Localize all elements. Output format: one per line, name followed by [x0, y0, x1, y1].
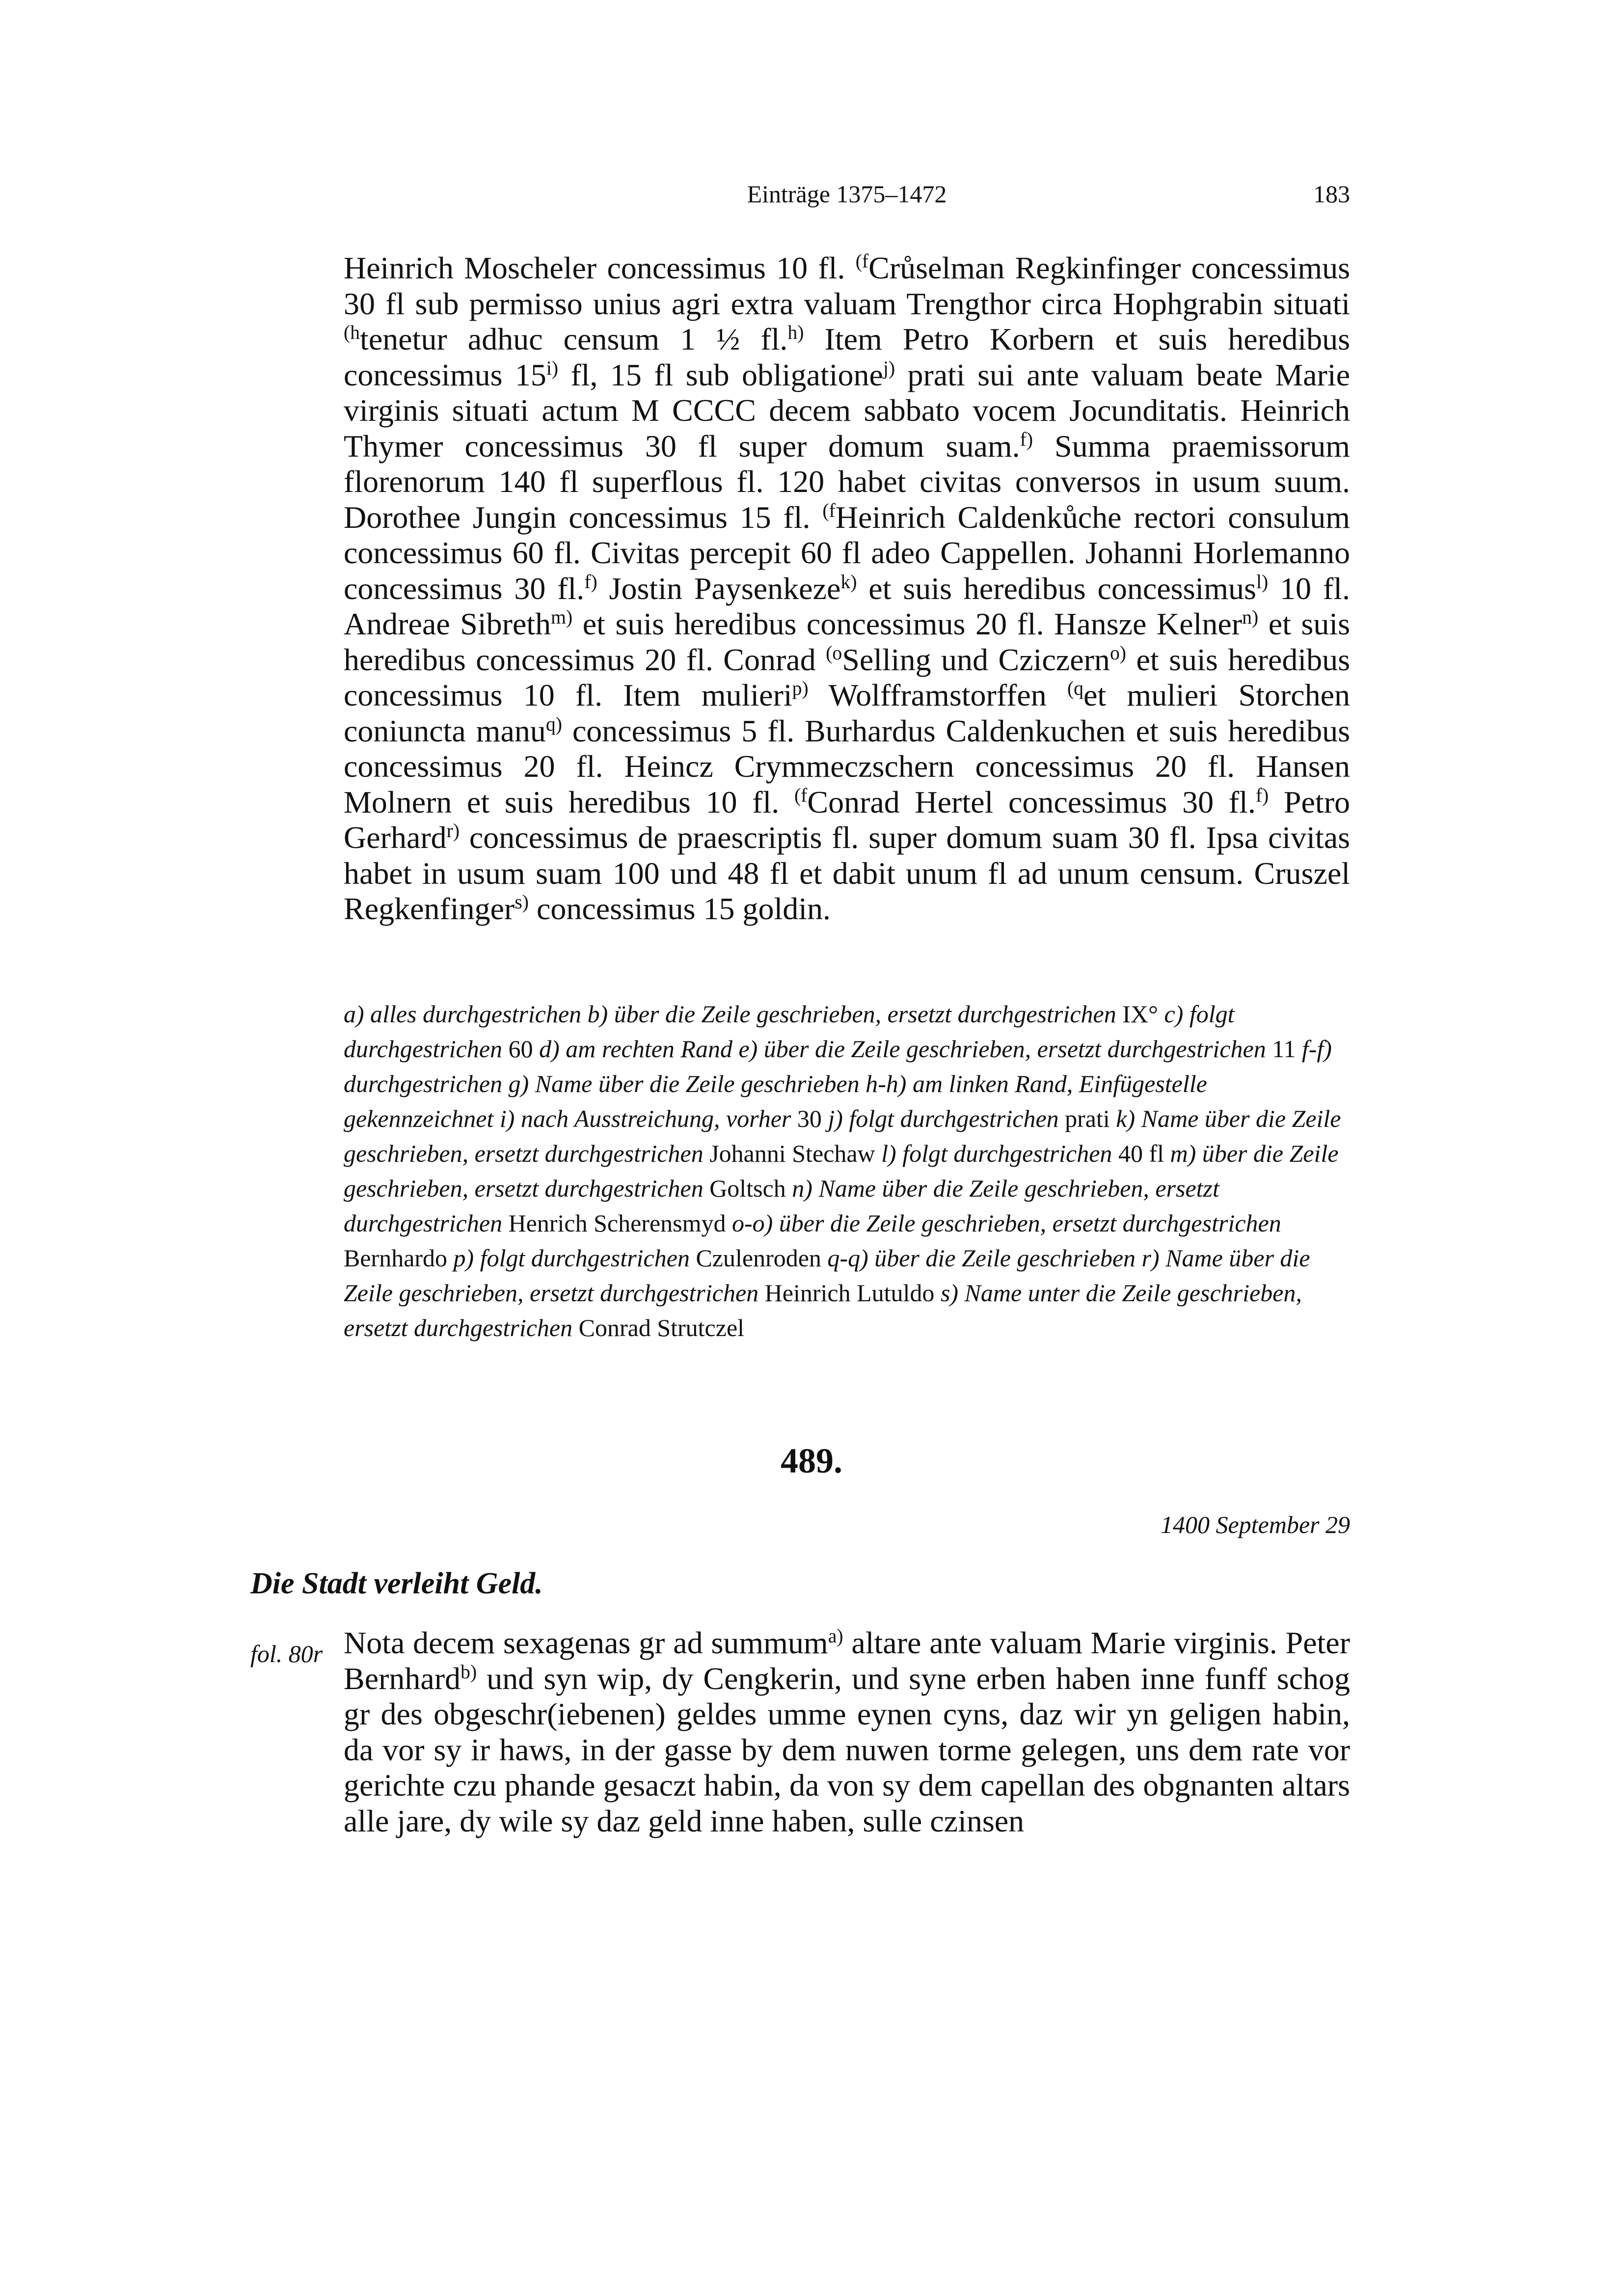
text-run: prati sui ante valuam beate Marie virginis situati actum M CCCC decem sabbato vocem Jocunditatis. Heinrich Thymer concessimus 30 fl super domum suam.	[344, 357, 1351, 464]
text-run: Petro Gerhard	[344, 784, 1351, 855]
footnote-note: d) am rechten Rand e) über die Zeile geschrieben, ersetzt durchgestrichen	[533, 1035, 1272, 1063]
footnotes-apparatus	[344, 997, 1350, 1345]
text-run: altare ante valuam Marie virginis. Peter Bernhard	[344, 1625, 1351, 1696]
text-run: Heinrich Moscheler concessimus 10 fl.	[344, 250, 856, 285]
text-run: Crůselman Regkinfinger concessimus 30 fl sub permisso unius agri extra valuam Trengthor circa Hophgrabin situati	[344, 250, 1351, 321]
footnote-quoted-reading: Heinrich Lutuldo	[764, 1279, 935, 1307]
text-run: Selling und Cziczern	[842, 642, 1110, 677]
text-run: 10 fl. Andreae Sibreth	[344, 571, 1351, 641]
text-run: et suis heredibus concessimus 10 fl. Item mulieri	[344, 642, 1351, 712]
footnote-quoted-reading: 11	[1272, 1035, 1296, 1063]
footnote-note: m) über die Zeile geschrieben, ersetzt durchgestrichen	[344, 1140, 1339, 1202]
text-run: Item Petro Korbern et suis heredibus concessimus 15	[344, 322, 1351, 392]
footnote-marker: f)	[584, 571, 597, 593]
footnote-marker: s)	[514, 891, 529, 913]
entry-text-block	[344, 1625, 1350, 1839]
running-head	[344, 177, 1350, 211]
folio-marker: fol. 80r	[250, 1640, 323, 1667]
footnote-note: j) folgt durchgestrichen	[821, 1105, 1065, 1132]
footnote-note: c) folgt durchgestrichen	[344, 1000, 1235, 1063]
footnote-quoted-reading: Henrich Scherensmyd	[508, 1209, 726, 1237]
text-run: Nota decem sexagenas gr ad summum	[344, 1625, 828, 1660]
footnote-note: n) Name über die Zeile geschrieben, ersetzt durchgestrichen	[344, 1175, 1219, 1237]
footnote-quoted-reading: Conrad Strutczel	[578, 1314, 745, 1341]
page-number: 183	[1313, 180, 1350, 208]
footnote-marker: n)	[1242, 606, 1259, 629]
text-run: fl, 15 fl sub obligatione	[558, 357, 883, 392]
text-run: et suis heredibus concessimus 20 fl. Hansze Kelner	[572, 606, 1243, 641]
text-run: et suis heredibus concessimus	[857, 571, 1256, 606]
footnote-note: q-q) über die Zeile geschrieben r) Name über die Zeile geschrieben, ersetzt durchgestrichen	[344, 1244, 1310, 1307]
text-run: tenetur adhuc censum 1 ½ fl.	[360, 322, 788, 356]
footnote-quoted-reading: 60	[508, 1035, 533, 1063]
entry-number: 489.	[781, 1441, 842, 1480]
footnote-marker: (f	[855, 250, 869, 273]
entry-title: Die Stadt verleiht Geld.	[250, 1567, 543, 1600]
footnote-marker: j)	[883, 357, 895, 379]
text-run: Summa praemissorum florenorum 140 fl superflous fl. 120 habet civitas conversos in usum suum. Dorothee Jungin concessimus 15 fl.	[344, 428, 1350, 535]
footnote-marker: (q	[1067, 678, 1083, 700]
footnote-marker: o)	[1109, 642, 1126, 664]
footnote-marker: k)	[840, 571, 857, 593]
footnote-quoted-reading: Czulenroden	[696, 1244, 821, 1272]
footnote-marker: (f	[822, 499, 836, 521]
text-run: et suis heredibus concessimus 20 fl. Conrad	[344, 606, 1351, 677]
footnote-marker: i)	[546, 357, 559, 379]
running-title: Einträge 1375–1472	[747, 180, 947, 208]
text-run: und syn wip, dy Cengkerin, und syne erben haben inne funff schog gr des obgeschr(iebenen) geldes umme eynen cyns, daz wir yn geligen habin, da vor sy ir haws, in der gasse by dem nuwen torme gelegen, uns dem rate vor gerichte czu phande gesaczt habin, da von sy dem capellan des obgnanten altars alle jare, dy wile sy daz geld inne haben, sulle czinsen	[344, 1661, 1350, 1838]
footnote-quoted-reading: prati	[1065, 1105, 1110, 1132]
footnote-quoted-reading: 30	[797, 1105, 822, 1132]
footnote-note: l) folgt durchgestrichen	[875, 1140, 1118, 1167]
footnote-note: k) Name über die Zeile geschrieben, ersetzt durchgestrichen	[344, 1105, 1341, 1167]
footnote-quoted-reading: Bernhardo	[344, 1244, 448, 1272]
text-run: Jostin Paysenkeze	[597, 571, 841, 606]
text-run: Conrad Hertel concessimus 30 fl.	[807, 784, 1256, 820]
footnote-note: p) folgt durchgestrichen	[447, 1244, 696, 1272]
footnote-marker: l)	[1256, 571, 1269, 593]
footnote-marker: h)	[787, 322, 804, 344]
footnote-quoted-reading: Johanni Stechaw	[709, 1140, 875, 1167]
footnote-marker: f)	[1255, 784, 1269, 806]
footnote-quoted-reading: 40 fl	[1118, 1140, 1164, 1167]
footnote-marker: (o	[826, 642, 842, 664]
text-run: concessimus de praescriptis fl. super domum suam 30 fl. Ipsa civitas habet in usum suam 100 und 48 fl et dabit unum fl ad unum censum. Cruszel Regkenfinger	[344, 820, 1350, 926]
entry-date: 1400 September 29	[1160, 1511, 1350, 1538]
footnote-marker: f)	[1020, 428, 1033, 450]
footnote-note: f-f) durchgestrichen g) Name über die Zeile geschrieben h-h) am linken Rand, Einfügestelle gekennzeichnet i) nach Ausstreichung, vorher	[344, 1035, 1332, 1132]
footnote-marker: m)	[551, 606, 573, 629]
footnote-marker: (f	[794, 784, 808, 806]
footnote-marker: r)	[446, 820, 460, 842]
footnote-marker: (h	[344, 322, 360, 344]
footnote-marker: b)	[460, 1661, 477, 1683]
text-run: Heinrich Caldenkůche rectori consulum concessimus 60 fl. Civitas percepit 60 fl adeo Cappellen. Johanni Horlemanno concessimus 30 fl.	[344, 499, 1351, 606]
text-run: concessimus 5 fl. Burhardus Caldenkuchen et suis heredibus concessimus 20 fl. Heincz Crymmeczschern concessimus 20 fl. Hansen Molnern et suis heredibus 10 fl.	[344, 713, 1351, 820]
footnote-note: a) alles durchgestrichen b) über die Zeile geschrieben, ersetzt durchgestrichen	[344, 1000, 1123, 1028]
text-run: et mulieri Storchen coniuncta manu	[344, 678, 1350, 748]
footnote-note: s) Name unter die Zeile geschrieben, ersetzt durchgestrichen	[344, 1279, 1302, 1341]
footnote-marker: q)	[545, 713, 562, 735]
footnote-marker: a)	[828, 1625, 843, 1647]
text-run: concessimus 15 goldin.	[528, 891, 831, 926]
footnote-marker: p)	[792, 678, 809, 700]
footnote-quoted-reading: IX°	[1122, 1000, 1158, 1028]
footnote-note: o-o) über die Zeile geschrieben, ersetzt durchgestrichen	[726, 1209, 1281, 1237]
footnote-quoted-reading: Goltsch	[709, 1175, 786, 1202]
text-run: Wolfframstorffen	[808, 678, 1067, 712]
main-text-block	[344, 250, 1350, 927]
